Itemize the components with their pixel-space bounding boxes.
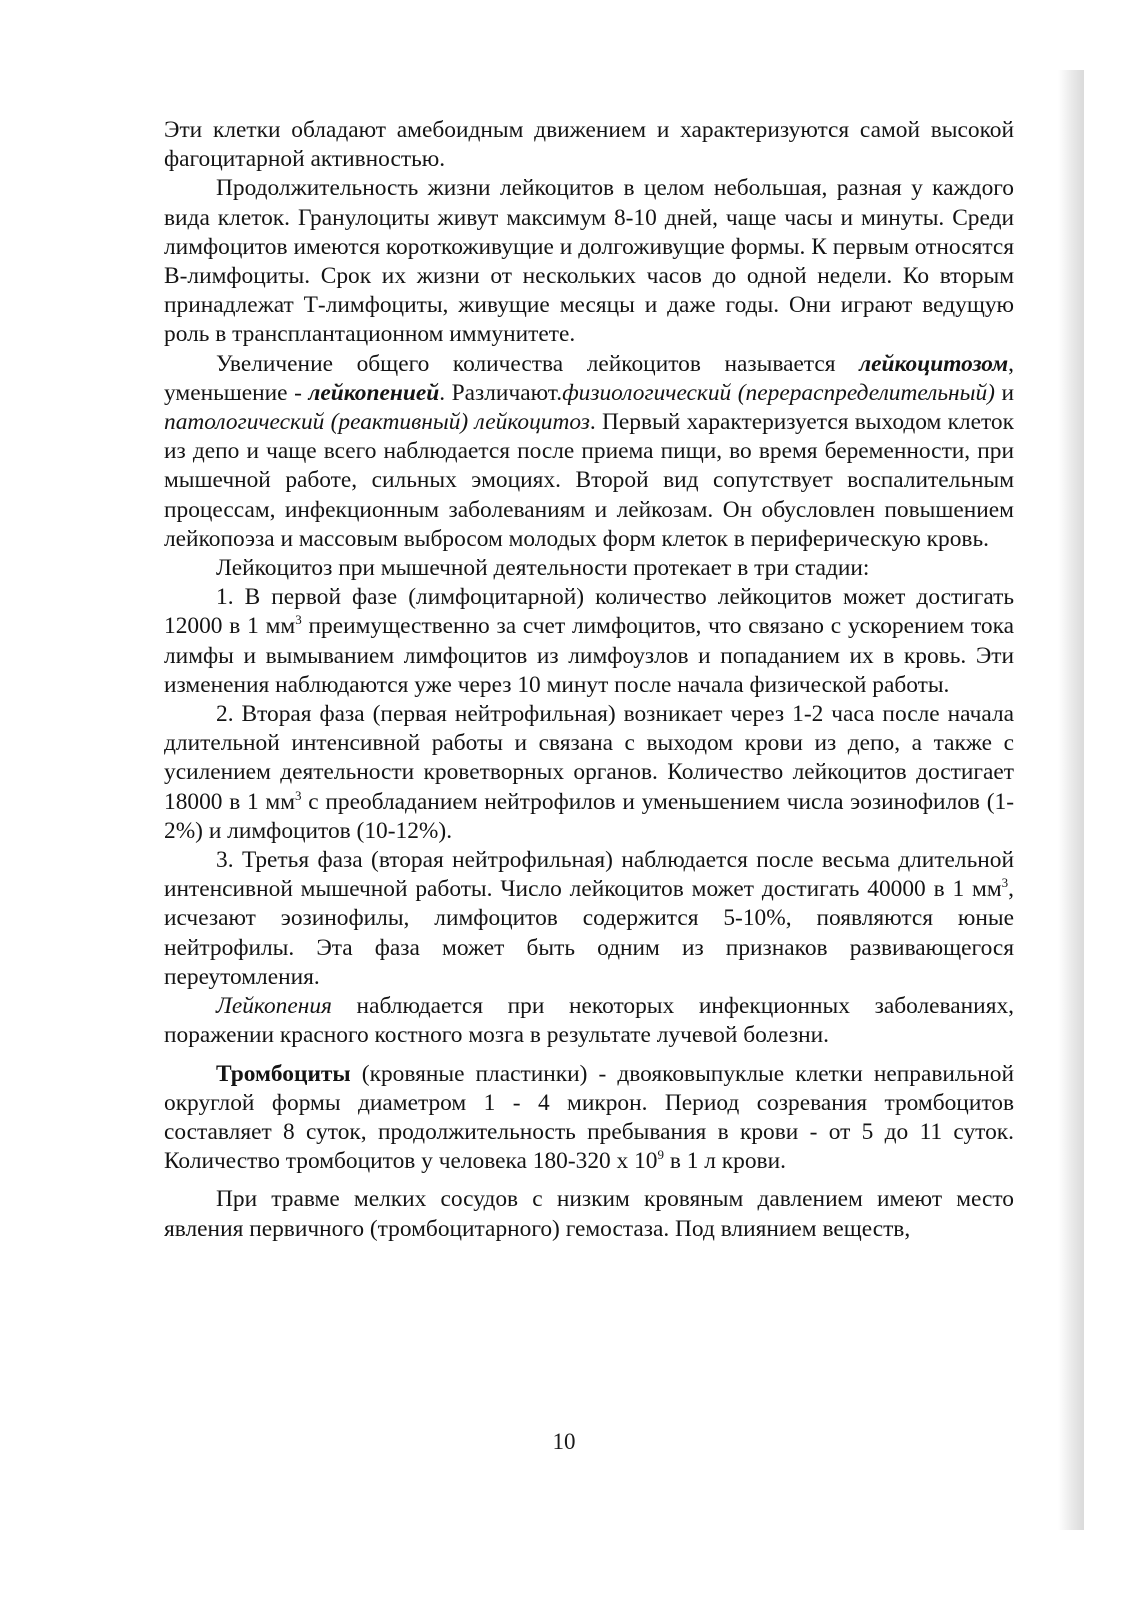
paragraph-thrombocytes — [164, 1060, 1014, 1177]
page-binding-shadow — [1058, 70, 1084, 1530]
text-run: , уменьшение - — [164, 350, 1014, 406]
superscript: 3 — [295, 612, 302, 628]
paragraph-leukocytosis — [164, 350, 1014, 554]
paragraph-stage-3 — [164, 846, 1014, 992]
superscript: 3 — [295, 787, 302, 803]
text-run: наблюдается при некоторых инфекционных заболеваниях, поражении красного костного мозга в результате лучевой болезни. — [164, 993, 1014, 1049]
superscript: 3 — [1001, 875, 1009, 891]
term-leukopenia: лейкопенией — [308, 379, 440, 406]
page-body-text — [164, 116, 1014, 1244]
text-run: 2. Вторая фаза (первая нейтрофильная) возникает через 1-2 часа после начала длительной интенсивной работы и связана с выходом крови из депо, а также с усилением деятельности кроветворных органов. Количество лейкоцитов достигает 18000 в 1 мм — [164, 701, 1014, 815]
term-thrombocytes: Тромбоциты — [216, 1060, 351, 1087]
text-run: с преобладанием нейтрофилов и уменьшением числа эозинофилов (1-2%) и лимфоцитов (10-12%). — [164, 788, 1014, 844]
term-physiological-leukocytosis: физиологический (перераспределительный) — [562, 379, 995, 406]
text-run: (кровяные пластинки) - двояковыпуклые клетки неправильной округлой формы диаметром 1 - 4 микрон. Период созревания тромбоцитов составляет 8 суток, продолжительность пребывания в крови - от 5 до 11 суток. Количество тромбоцитов у человека 180-320 x 10 — [164, 1060, 1014, 1175]
superscript: 9 — [657, 1147, 664, 1163]
text-run: . Различают. — [439, 379, 563, 406]
term-leukopenia-italic: Лейкопения — [216, 993, 332, 1020]
text-run: в 1 л крови. — [664, 1148, 786, 1175]
text-run: , исчезают эозинофилы, лимфоцитов содержится 5-10%, появляются юные нейтрофилы. Эта фаза может быть одним из признаков развивающегося переутомления. — [164, 876, 1014, 990]
page-number: 10 — [552, 1429, 576, 1454]
text-run: и — [994, 379, 1014, 406]
paragraph-hemostasis: При травме мелких сосудов с низким кровяным давлением имеют место явления первичного (тромбоцитарного) гемостаза. Под влиянием веществ, — [164, 1186, 1014, 1242]
text-run: преимущественно за счет лимфоцитов, что связано с ускорением тока лимфы и вымыванием лимфоцитов из лимфоузлов и попаданием их в кровь. Эти изменения наблюдаются уже через 10 минут после начала физической работы. — [164, 613, 1014, 698]
text-run: 3. Третья фаза (вторая нейтрофильная) наблюдается после весьма длительной интенсивной мышечной работы. Число лейкоцитов может достигать 40000 в 1 мм — [164, 847, 1014, 903]
text-run: 1. В первой фазе (лимфоцитарной) количество лейкоцитов может достигать 12000 в 1 мм — [164, 584, 1014, 640]
text-run: . Первый характеризуется выходом клеток из депо и чаще всего наблюдается после приема пищи, во время беременности, при мышечной работе, сильных эмоциях. Второй вид сопутствует воспалительным процессам, инфекционным заболеваниям и лейкозам. Он обусловлен повышением лейкопоэза и массовым выбросом молодых форм клеток в периферическую кровь. — [164, 409, 1014, 552]
paragraph-stage-2 — [164, 700, 1014, 846]
paragraph-leukocyte-lifespan: Продолжительность жизни лейкоцитов в целом небольшая, разная у каждого вида клеток. Гранулоциты живут максимум 8-10 дней, чаще часы и минуты. Среди лимфоцитов имеются короткоживущие и долгоживущие формы. К первым относятся В-лимфоциты. Срок их жизни от нескольких часов до одной недели. Ко вторым принадлежат Т-лимфоциты, живущие месяцы и даже годы. Они играют ведущую роль в трансплантационном иммунитете. — [164, 175, 1014, 348]
paragraph-amoeboid: Эти клетки обладают амебоидным движением и характеризуются самой высокой фагоцитарной активностью. — [164, 117, 1014, 173]
paragraph-stage-1 — [164, 583, 1014, 700]
term-leukocytosis: лейкоцитозом — [859, 350, 1009, 377]
term-pathological-leukocytosis: патологический (реактивный) лейкоцитоз — [164, 409, 590, 436]
paragraph-leukopenia — [164, 992, 1014, 1050]
paragraph-stages-intro: Лейкоцитоз при мышечной деятельности протекает в три стадии: — [216, 555, 870, 582]
text-run: Увеличение общего количества лейкоцитов называется — [216, 350, 860, 377]
